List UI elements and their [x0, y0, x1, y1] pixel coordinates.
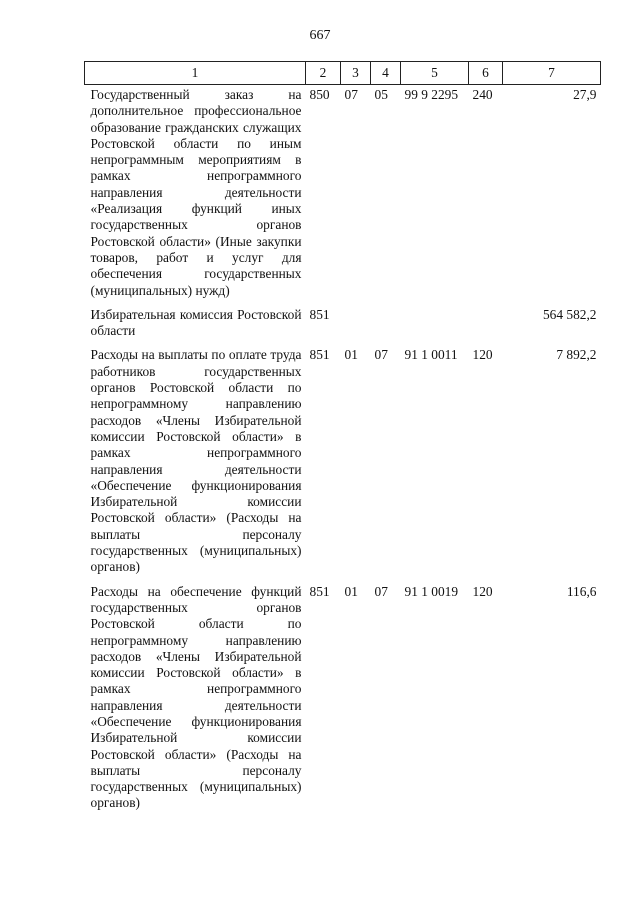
table-row: [85, 345, 601, 581]
row-pr: 07: [374, 347, 388, 363]
column-header-6: 6: [469, 62, 503, 85]
row-ved: 851: [309, 347, 330, 363]
table-row: [85, 85, 601, 305]
row-pr: [371, 305, 401, 346]
row-csr: 91 1 0011: [404, 347, 458, 363]
row-name: Избирательная комиссия Ростовской области: [90, 306, 302, 339]
row-csr: 99 9 2295: [404, 87, 459, 102]
column-header-7: 7: [503, 62, 601, 85]
row-rz: [341, 305, 371, 346]
row-ved: 850: [309, 87, 330, 102]
row-csr: [401, 305, 469, 346]
column-header-5: 5: [401, 62, 469, 85]
row-pr: 07: [374, 583, 388, 599]
row-rz: 07: [344, 87, 358, 102]
row-name: Государственный заказ на дополнительное профессиональное образование гражданских служащих Ростовской области по иным непрограммным мероприятиям в рамках непрограммного направления деятельности «Реализация функций иных государственных органов Ростовской области» (Иные закупки товаров, работ и услуг для обеспечения государственных (муниципальных) нужд): [90, 87, 302, 298]
row-sum: 564 582,2: [542, 306, 597, 322]
column-header-1: 1: [85, 62, 306, 85]
column-header-3: 3: [341, 62, 371, 85]
row-name: Расходы на выплаты по оплате труда работников государственных органов Ростовской области по непрограммному направлению расходов «Члены Избирательной комиссии Ростовской области» в рамках непрограммного направления деятельности «Обеспечение функционирования Избирательной комиссии Ростовской области» (Расходы на выплаты персоналу государственных (муниципальных) органов): [90, 347, 302, 575]
row-rz: 01: [344, 583, 358, 599]
row-sum: 116,6: [566, 583, 597, 599]
row-vr: 120: [472, 583, 493, 599]
row-sum: 27,9: [573, 87, 597, 102]
row-vr: [469, 305, 503, 346]
row-sum: 7 892,2: [556, 347, 597, 363]
table-header-row: [85, 62, 601, 85]
row-vr: 120: [472, 347, 493, 363]
budget-table: [84, 61, 601, 818]
row-csr: 91 1 0019: [404, 583, 459, 599]
row-vr: 240: [472, 87, 493, 102]
column-header-2: 2: [306, 62, 341, 85]
table-row: [85, 582, 601, 818]
row-ved: 851: [309, 306, 330, 322]
column-header-4: 4: [371, 62, 401, 85]
row-rz: 01: [344, 347, 358, 363]
page-number: 667: [309, 28, 331, 43]
row-pr: 05: [374, 87, 388, 102]
row-name: Расходы на обеспечение функций государственных органов Ростовской области по непрограммному направлению расходов «Члены Избирательной комиссии Ростовской области» в рамках непрограммного направления деятельности «Обеспечение функционирования Избирательной комиссии Ростовской области» (Расходы на выплаты персоналу государственных (муниципальных) органов): [90, 583, 302, 811]
row-ved: 851: [309, 583, 330, 599]
table-row: [85, 305, 601, 346]
